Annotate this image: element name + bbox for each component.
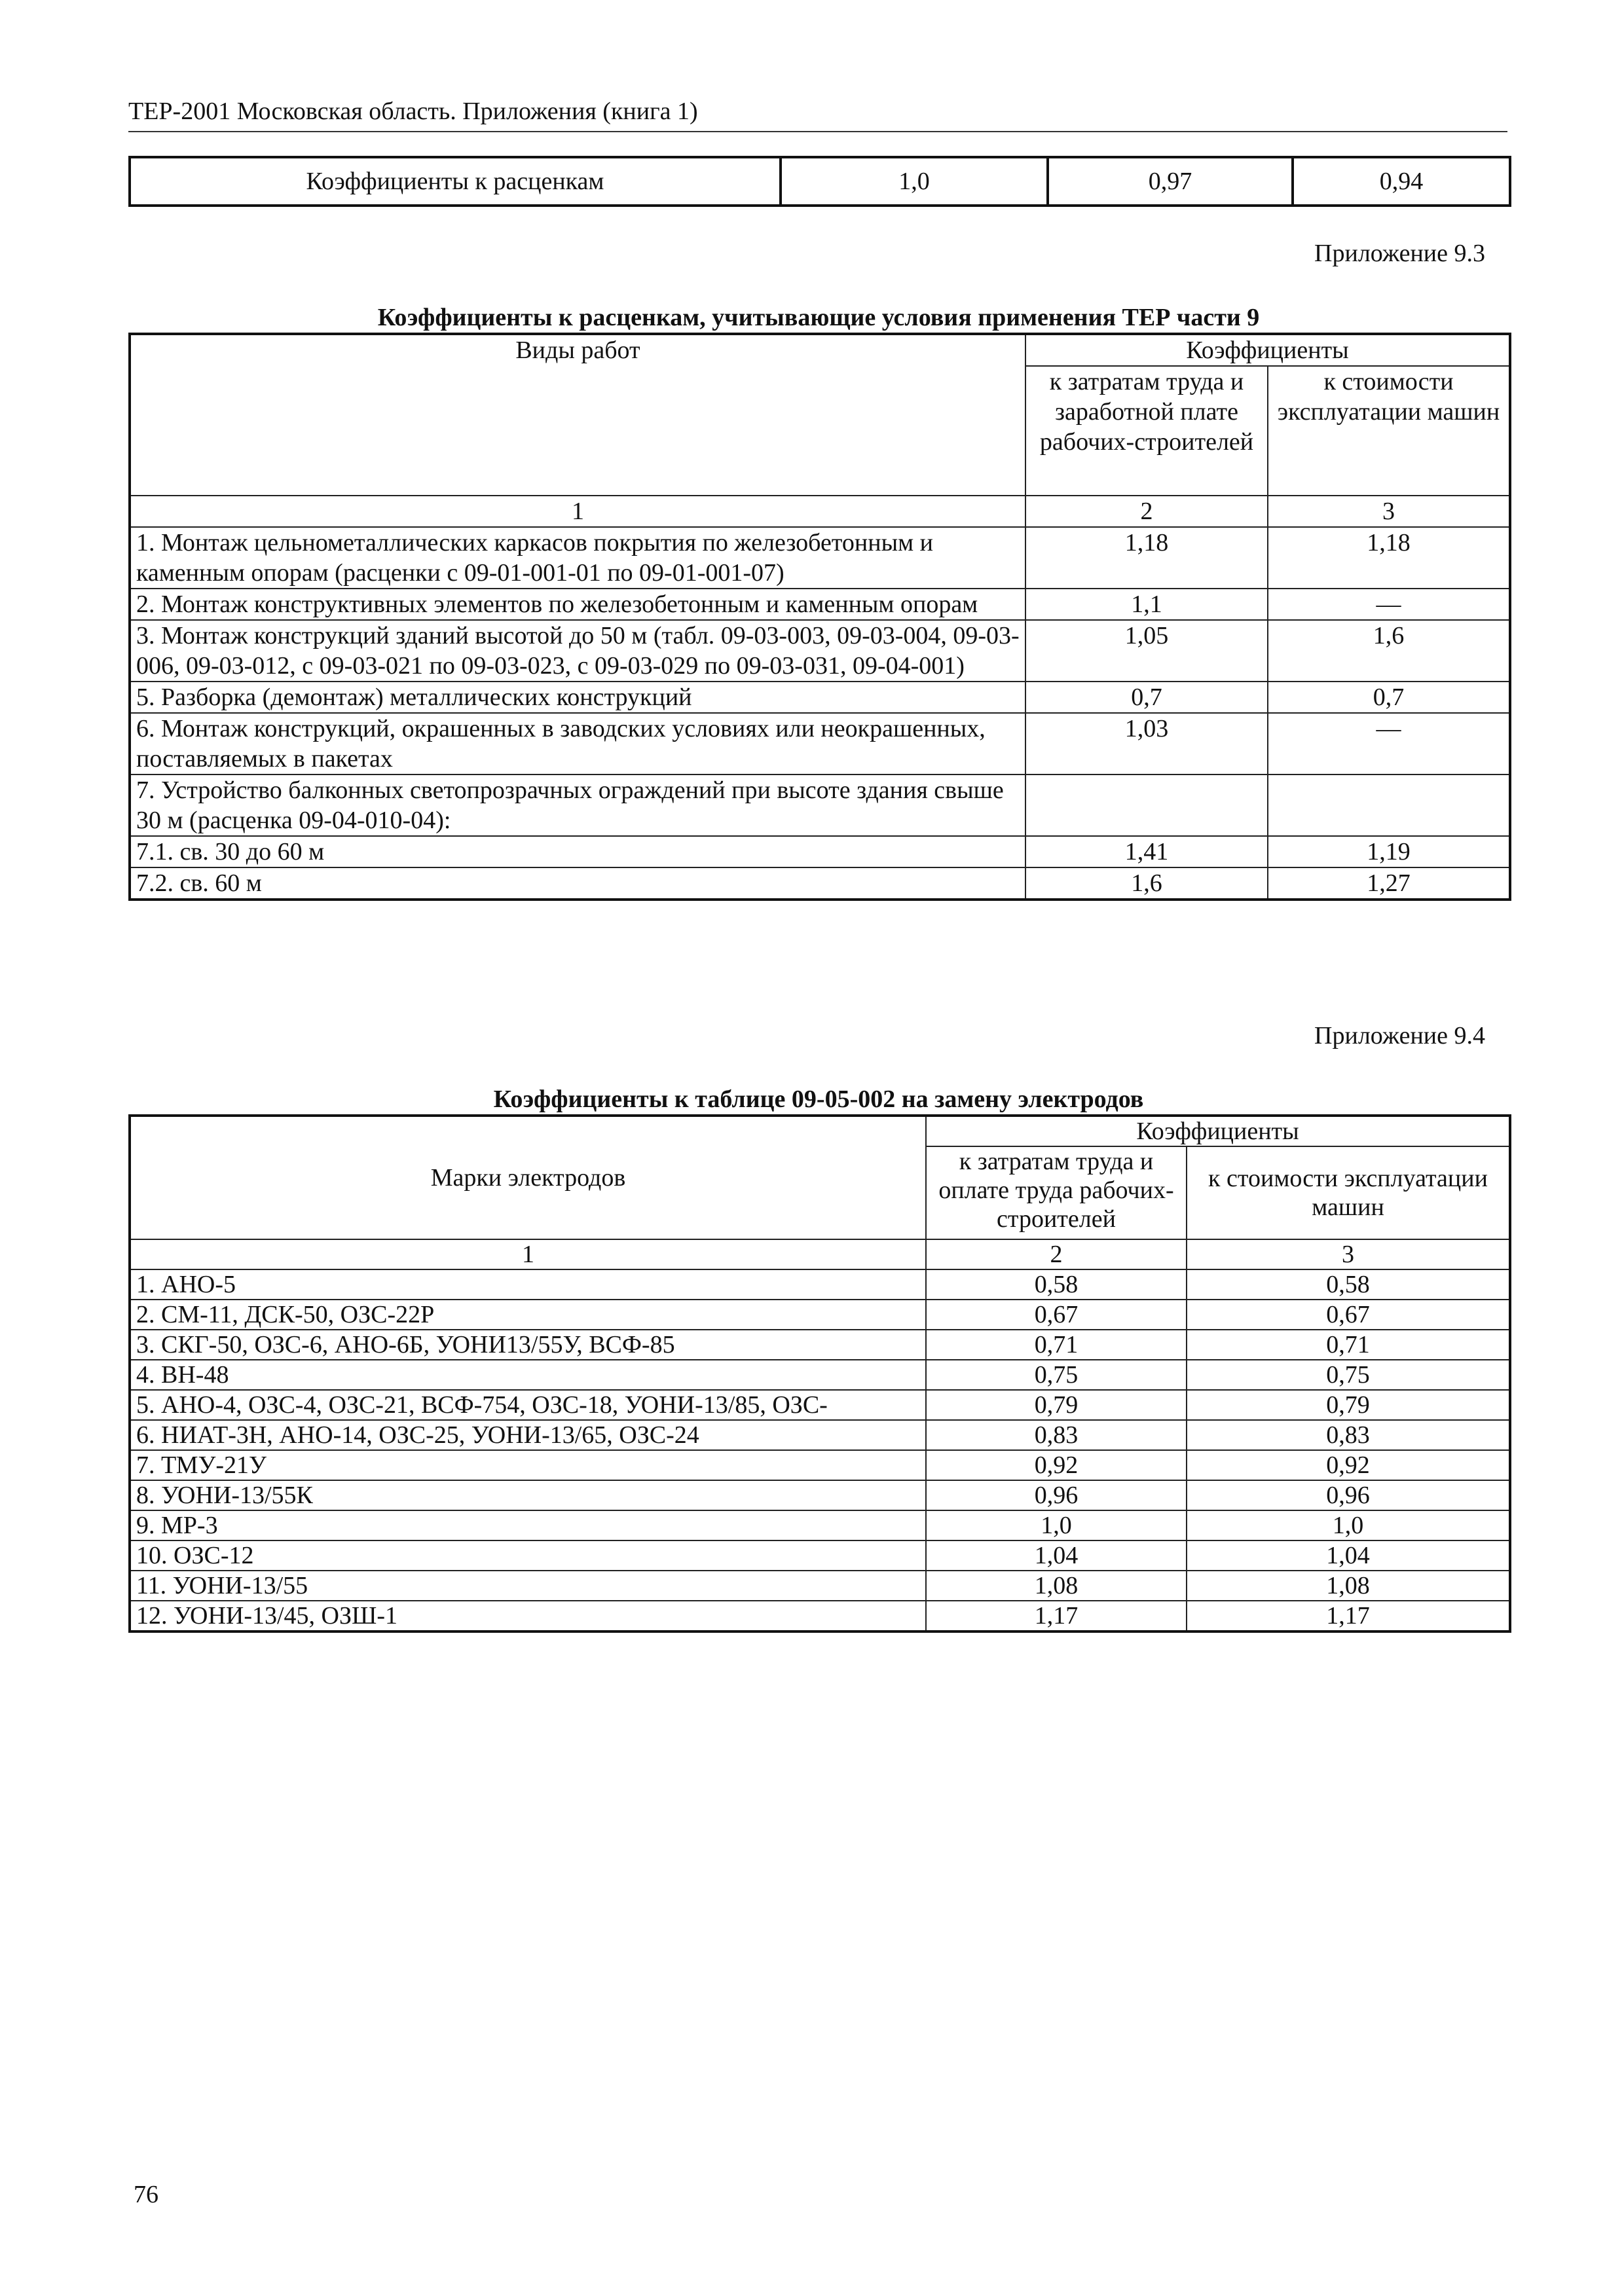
table-number-row	[130, 1239, 1510, 1269]
table-cell: 0,92	[926, 1450, 1187, 1480]
table-cell: 1,27	[1268, 867, 1510, 900]
table-cell: 1,17	[1187, 1601, 1510, 1631]
table-cell: —	[1268, 589, 1510, 620]
table-cell: 1,04	[926, 1540, 1187, 1571]
table-cell: 3. СКГ-50, ОЗС-6, АНО-6Б, УОНИ13/55У, ВСФ-85	[130, 1330, 926, 1360]
table-cell: 3. Монтаж конструкций зданий высотой до 50 м (табл. 09-03-003, 09-03-004, 09-03-006, 09-03-012, с 09-03-021 по 09-03-023, с 09-03-029 по 09-03-031, 09-04-001)	[130, 620, 1025, 682]
table-cell: 2. Монтаж конструктивных элементов по железобетонным и каменным опорам	[130, 589, 1025, 620]
table-row	[130, 1571, 1510, 1601]
table-cell: 1	[130, 1239, 926, 1269]
table-cell: 7.2. св. 60 м	[130, 867, 1025, 900]
table-cell: 3	[1187, 1239, 1510, 1269]
table-cell: 1,03	[1025, 713, 1268, 774]
table-row	[130, 1420, 1510, 1450]
column-header: Виды работ	[130, 334, 1025, 496]
table-row	[130, 1269, 1510, 1300]
table-cell: 4. ВН-48	[130, 1360, 926, 1390]
table-cell: 0,75	[926, 1360, 1187, 1390]
table-cell: 1. АНО-5	[130, 1269, 926, 1300]
table-cell: 1,19	[1268, 836, 1510, 867]
table-row	[130, 589, 1510, 620]
table-row	[130, 1540, 1510, 1571]
table-cell: 6. Монтаж конструкций, окрашенных в заводских условиях или неокрашенных, поставляемых в пакетах	[130, 713, 1025, 774]
table-cell: 0,71	[1187, 1330, 1510, 1360]
appendix-label: Приложение 9.4	[1314, 1022, 1485, 1049]
column-header: к стоимости эксплуатации машин	[1187, 1146, 1510, 1239]
column-header: Коэффициенты	[1025, 334, 1510, 366]
table-cell: 1,1	[1025, 589, 1268, 620]
table-cell: 1	[130, 496, 1025, 527]
appendix-9-3-table	[128, 333, 1511, 901]
table-cell: 1,41	[1025, 836, 1268, 867]
table-row	[130, 1601, 1510, 1631]
column-header: Коэффициенты	[926, 1116, 1510, 1146]
table-cell: 1,08	[926, 1571, 1187, 1601]
table-cell: 1,0	[926, 1510, 1187, 1540]
table-cell: 1,0	[1187, 1510, 1510, 1540]
table-cell: 0,97	[1048, 157, 1293, 206]
table-row	[130, 867, 1510, 900]
column-header: Марки электродов	[130, 1116, 926, 1239]
table-title: Коэффициенты к расценкам, учитывающие условия применения ТЕР части 9	[377, 304, 1260, 331]
table-cell: 1,08	[1187, 1571, 1510, 1601]
table-row	[130, 774, 1510, 836]
table-cell: 12. УОНИ-13/45, ОЗШ-1	[130, 1601, 926, 1631]
table-row	[130, 1480, 1510, 1510]
table-row	[130, 1330, 1510, 1360]
column-header: к затратам труда и заработной плате рабочих-строителей	[1025, 366, 1268, 496]
table-cell: 1,0	[781, 157, 1048, 206]
table-cell: 0,7	[1268, 682, 1510, 713]
table-cell: 1,17	[926, 1601, 1187, 1631]
table-cell: 3	[1268, 496, 1510, 527]
table-cell: 5. АНО-4, ОЗС-4, ОЗС-21, ВСФ-754, ОЗС-18, УОНИ-13/85, ОЗС-	[130, 1390, 926, 1420]
table-cell: Коэффициенты к расценкам	[130, 157, 781, 206]
table-cell: 9. МР-3	[130, 1510, 926, 1540]
page-number: 76	[134, 2181, 158, 2208]
table-cell: 1. Монтаж цельнометаллических каркасов покрытия по железобетонным и каменным опорам (расценки с 09-01-001-01 по 09-01-001-07)	[130, 527, 1025, 589]
table-cell: 1,6	[1268, 620, 1510, 682]
table-cell: 10. ОЗС-12	[130, 1540, 926, 1571]
table-row	[130, 1510, 1510, 1540]
table-cell: 0,92	[1187, 1450, 1510, 1480]
table-cell: 1,18	[1025, 527, 1268, 589]
page-header: ТЕР-2001 Московская область. Приложения (книга 1)	[128, 92, 1507, 132]
appendix-label: Приложение 9.3	[1314, 240, 1485, 267]
table-cell: 0,7	[1025, 682, 1268, 713]
table-row	[130, 713, 1510, 774]
table-cell: 0,75	[1187, 1360, 1510, 1390]
table-cell: 0,83	[926, 1420, 1187, 1450]
table-cell: 0,58	[926, 1269, 1187, 1300]
table-row	[130, 1450, 1510, 1480]
column-header: к затратам труда и оплате труда рабочих-строителей	[926, 1146, 1187, 1239]
table-cell: 1,04	[1187, 1540, 1510, 1571]
table-cell: 1,18	[1268, 527, 1510, 589]
table-cell: 0,79	[926, 1390, 1187, 1420]
table-cell: 2	[926, 1239, 1187, 1269]
table-header-row	[130, 334, 1510, 366]
table-row	[130, 682, 1510, 713]
table-cell: 7. Устройство балконных светопрозрачных ограждений при высоте здания свыше 30 м (расценка 09-04-010-04):	[130, 774, 1025, 836]
table-cell: 7.1. св. 30 до 60 м	[130, 836, 1025, 867]
table-number-row	[130, 496, 1510, 527]
table-cell: 2. СМ-11, ДСК-50, ОЗС-22Р	[130, 1300, 926, 1330]
column-header: к стоимости эксплуатации машин	[1268, 366, 1510, 496]
table-cell	[1025, 774, 1268, 836]
table-cell: 2	[1025, 496, 1268, 527]
table-cell: 8. УОНИ-13/55К	[130, 1480, 926, 1510]
table-cell: 0,58	[1187, 1269, 1510, 1300]
table-cell: 0,96	[926, 1480, 1187, 1510]
table-cell: 1,05	[1025, 620, 1268, 682]
table-row	[130, 836, 1510, 867]
table-row	[130, 1360, 1510, 1390]
table-cell: 0,71	[926, 1330, 1187, 1360]
table-row	[130, 1300, 1510, 1330]
table-row	[130, 157, 1510, 206]
table-title: Коэффициенты к таблице 09-05-002 на замену электродов	[493, 1085, 1144, 1113]
table-cell: 1,6	[1025, 867, 1268, 900]
table-cell: 7. ТМУ-21У	[130, 1450, 926, 1480]
table-cell: 0,83	[1187, 1420, 1510, 1450]
table-cell: 0,79	[1187, 1390, 1510, 1420]
table-cell: 0,67	[1187, 1300, 1510, 1330]
table-cell: —	[1268, 713, 1510, 774]
table-row	[130, 620, 1510, 682]
table-cell: 0,67	[926, 1300, 1187, 1330]
table-cell: 5. Разборка (демонтаж) металлических конструкций	[130, 682, 1025, 713]
table-row	[130, 527, 1510, 589]
table-cell: 0,94	[1293, 157, 1510, 206]
table-header-row	[130, 1116, 1510, 1146]
table-cell: 6. НИАТ-3Н, АНО-14, ОЗС-25, УОНИ-13/65, ОЗС-24	[130, 1420, 926, 1450]
top-coefficient-table	[128, 156, 1511, 207]
appendix-9-4-table	[128, 1114, 1511, 1633]
table-cell	[1268, 774, 1510, 836]
table-row	[130, 1390, 1510, 1420]
table-cell: 0,96	[1187, 1480, 1510, 1510]
table-cell: 11. УОНИ-13/55	[130, 1571, 926, 1601]
